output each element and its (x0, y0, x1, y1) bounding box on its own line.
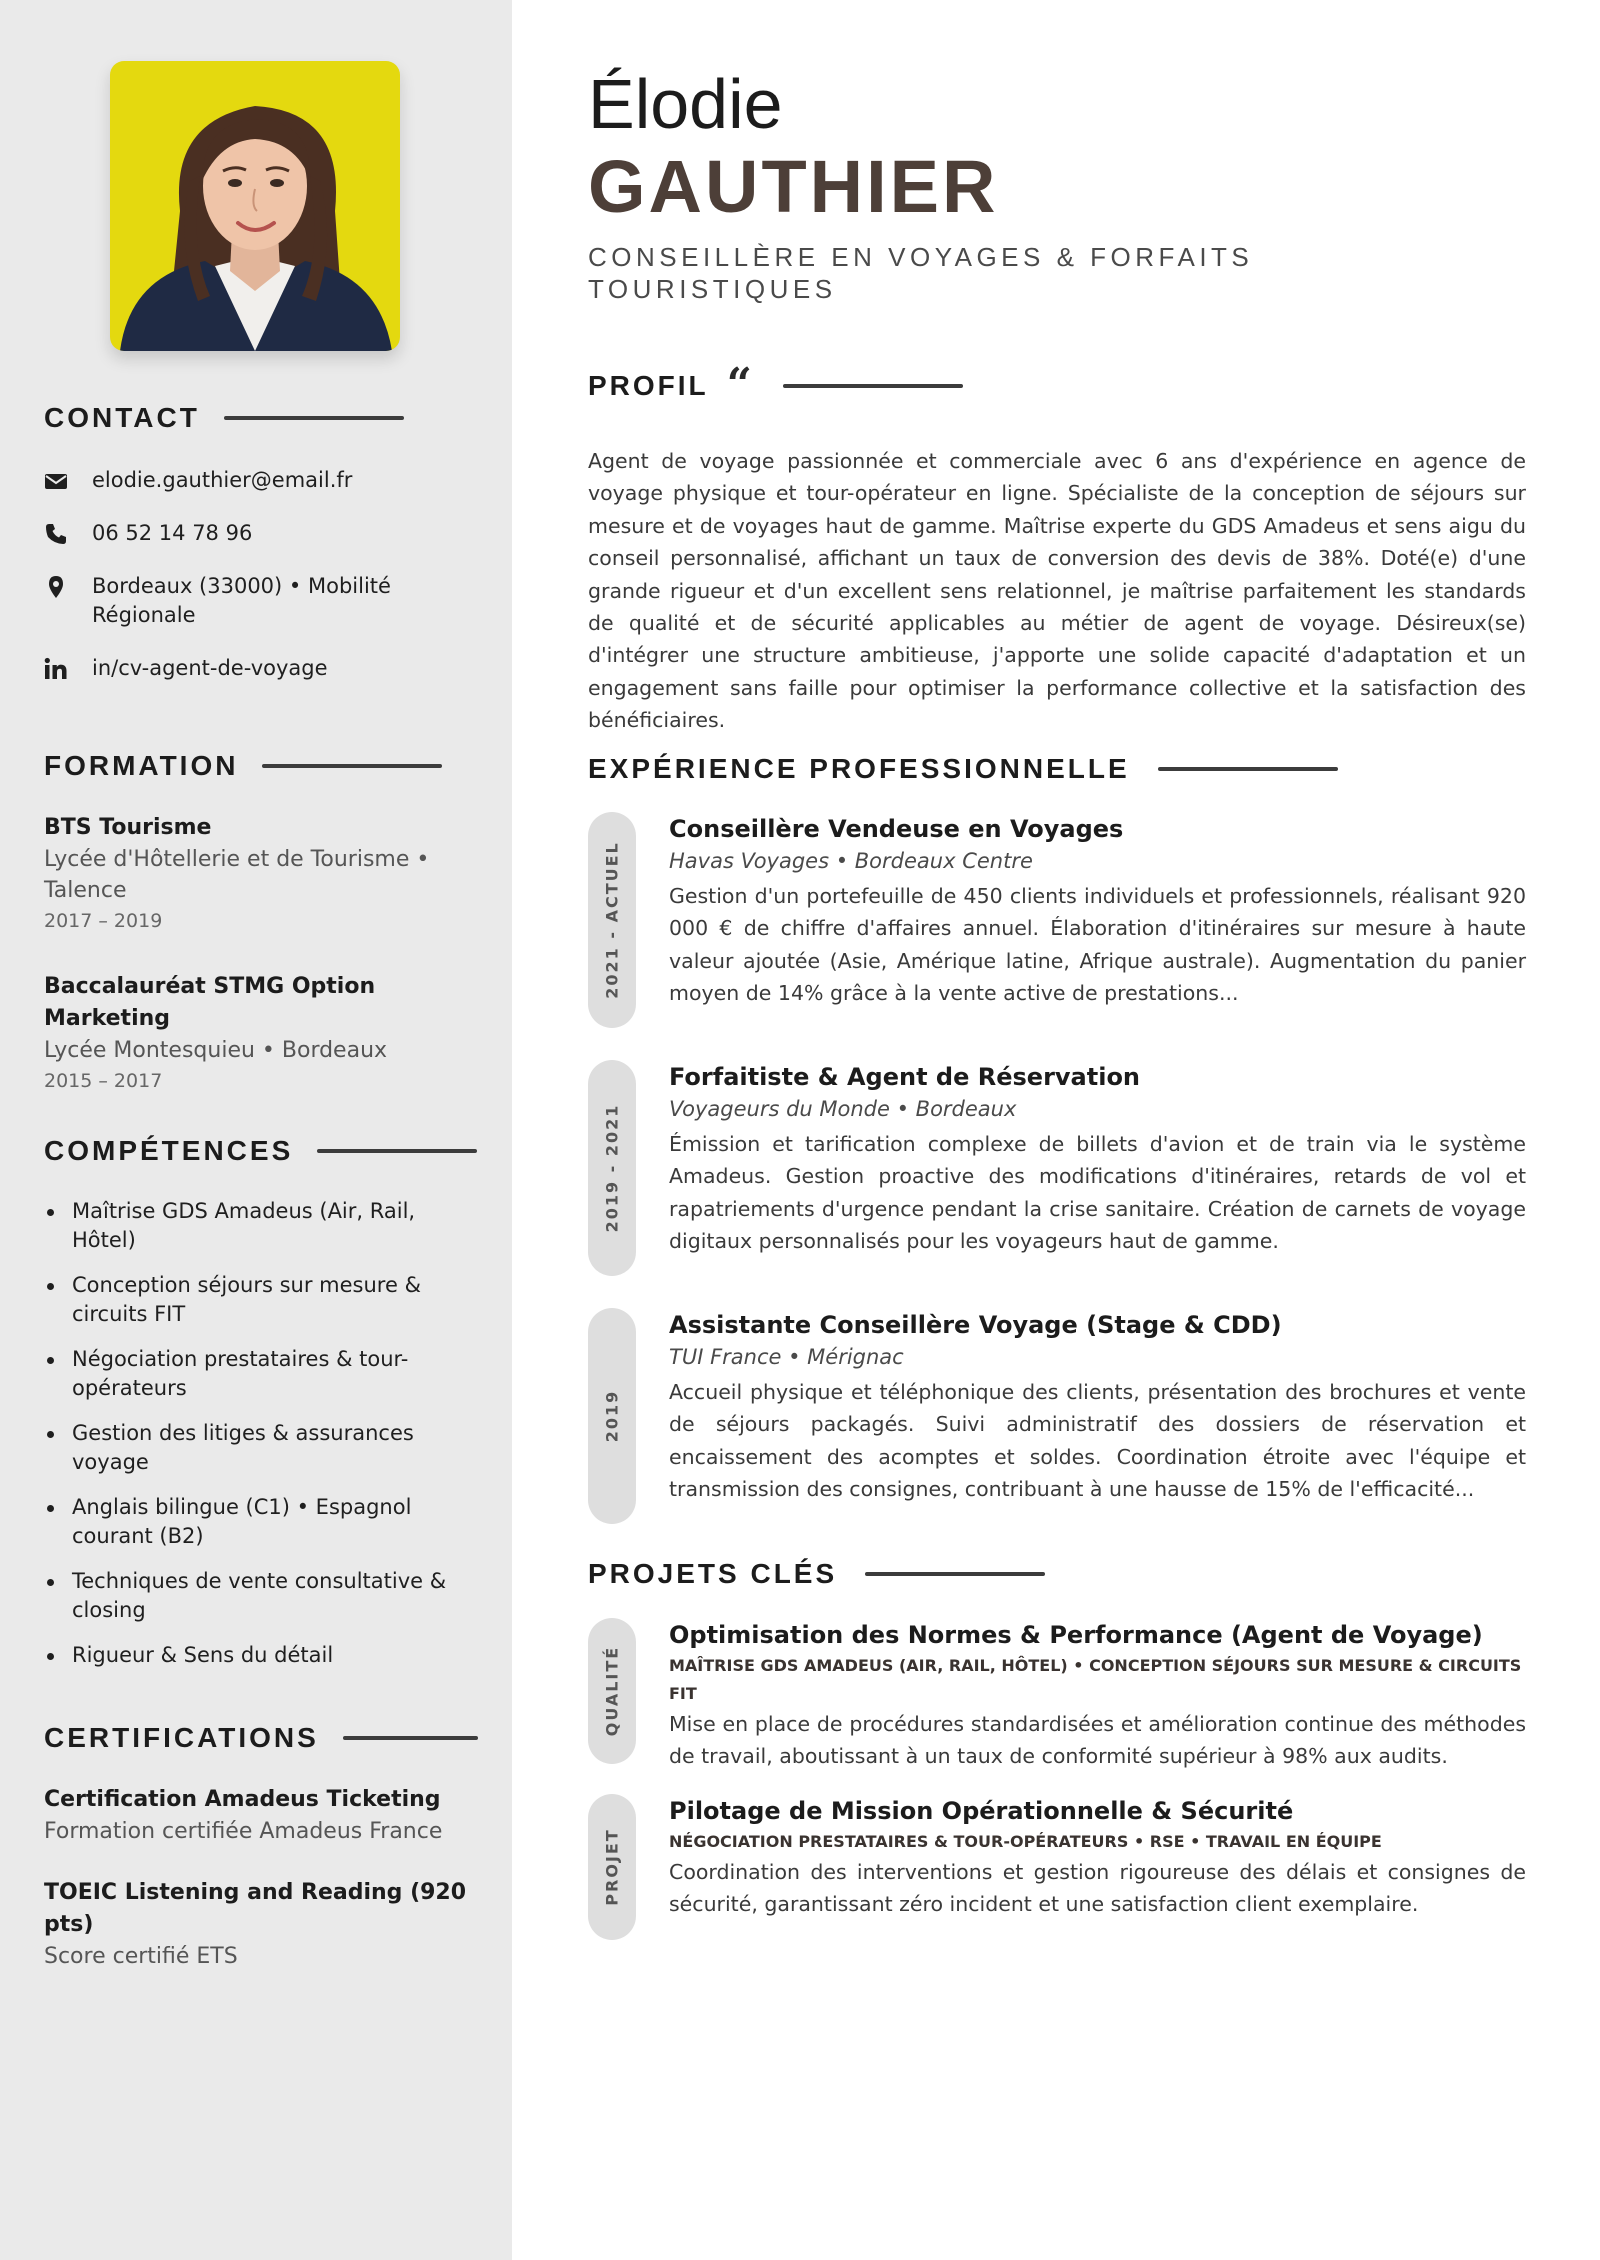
profile-summary: Agent de voyage passionnée et commerciale avec 6 ans d'expérience en agence de voyage physique et tour-opérateur en ligne. Spécialiste de la conception de séjours sur mesure et de voyages haut de gamme. Maîtrise experte du GDS Amadeus et sens aigu du conseil personnalisé, affichant un taux de conversion des devis de 38%. Doté(e) d'une grande rigueur et d'un excellent sens relationnel, je maîtrise parfaitement les standards de qualité et de sécurité applicables au métier de agent de voyage. Désireux(se) d'intégrer une structure ambitieuse, j'apporte une solide capacité d'adaptation et un engagement sans faille pour optimiser la performance collective et la satisfaction des bénéficiaires. (588, 449, 1526, 733)
skill-item: Conception séjours sur mesure & circuits FIT (44, 1271, 454, 1329)
project-item (588, 1794, 1526, 1940)
project-title: Optimisation des Normes & Performance (Agent de Voyage) (669, 1621, 1483, 1649)
experience-company: Voyageurs du Monde • Bordeaux (669, 1097, 1017, 1121)
certification-item (44, 1877, 484, 1972)
project-description: Mise en place de procédures standardisées et amélioration continue des méthodes de travail, aboutissant à un taux de conformité supérieur à 98% aux audits. (669, 1712, 1526, 1769)
contact-heading: CONTACT (44, 402, 484, 434)
certification-issuer: Score certifié ETS (44, 1944, 238, 1969)
phone-icon (44, 519, 68, 548)
sidebar (0, 0, 512, 2260)
project-skills: NÉGOCIATION PRESTATAIRES & TOUR-OPÉRATEURS • RSE • TRAVAIL EN ÉQUIPE (669, 1832, 1382, 1851)
skill-item: Gestion des litiges & assurances voyage (44, 1419, 454, 1477)
education-dates: 2015 – 2017 (44, 1070, 163, 1092)
contact-section (44, 402, 484, 707)
experience-item (588, 1060, 1526, 1276)
education-degree: Baccalauréat STMG Option Marketing (44, 974, 376, 1031)
certifications-section (44, 1722, 484, 2006)
education-school: Lycée Montesquieu • Bordeaux (44, 1038, 388, 1063)
education-school: Lycée d'Hôtellerie et de Tourisme • Talence (44, 847, 430, 903)
period-pill: 2021 - ACTUEL (588, 812, 636, 1028)
skill-item: Rigueur & Sens du détail (44, 1641, 454, 1670)
experience-description: Émission et tarification complexe de billets d'avion et de train via le système Amadeus. Gestion proactive des modifications d'itinéraires, retards de vol et rapatriements d'urgence pendant la crise sanitaire. Création de carnets de voyage digitaux personnalisés pour les voyageurs haut de gamme. (669, 1132, 1526, 1254)
contact-location: Bordeaux (33000) • Mobilité Régionale (44, 572, 484, 630)
skill-item: Négociation prestataires & tour-opérateurs (44, 1345, 454, 1403)
first-name: Élodie (588, 65, 783, 143)
certification-title: Certification Amadeus Ticketing (44, 1787, 441, 1812)
education-degree: BTS Tourisme (44, 815, 212, 840)
skills-section (44, 1135, 484, 1686)
experience-heading: EXPÉRIENCE PROFESSIONNELLE (588, 753, 1338, 785)
experience-description: Gestion d'un portefeuille de 450 clients individuels et professionnels, réalisant 920 000 € de chiffre d'affaires annuel. Élaboration d'itinéraires sur mesure à haute valeur ajoutée (Asie, Amérique latine, Afrique australe). Augmentation du panier moyen de 14% grâce à la vente active de prestations... (669, 884, 1526, 1006)
skills-list (44, 1197, 454, 1670)
experience-item (588, 812, 1526, 1028)
experience-title: Assistante Conseillère Voyage (Stage & CDD) (669, 1311, 1282, 1339)
project-tag-pill: PROJET (588, 1794, 636, 1940)
contact-list (44, 466, 484, 683)
certification-item (44, 1784, 484, 1847)
project-item (588, 1618, 1526, 1769)
education-item (44, 971, 484, 1097)
period-pill: 2019 (588, 1308, 636, 1524)
experience-item (588, 1308, 1526, 1524)
certifications-heading: CERTIFICATIONS (44, 1722, 484, 1754)
experience-company: TUI France • Mérignac (669, 1345, 904, 1369)
skill-item: Techniques de vente consultative & closing (44, 1567, 454, 1625)
formation-heading: FORMATION (44, 750, 484, 782)
experience-title: Forfaitiste & Agent de Réservation (669, 1063, 1141, 1091)
job-title: CONSEILLÈRE EN VOYAGES & FORFAITS TOURISTIQUES (588, 242, 1254, 304)
contact-linkedin[interactable]: in/cv-agent-de-voyage (44, 654, 484, 683)
project-title: Pilotage de Mission Opérationnelle & Sécurité (669, 1797, 1294, 1825)
projects-heading: PROJETS CLÉS (588, 1558, 1045, 1590)
formation-section (44, 750, 484, 1131)
skill-item: Maîtrise GDS Amadeus (Air, Rail, Hôtel) (44, 1197, 454, 1255)
skill-item: Anglais bilingue (C1) • Espagnol courant (B2) (44, 1493, 454, 1551)
education-dates: 2017 – 2019 (44, 910, 163, 932)
quote-icon: “ (726, 359, 755, 410)
period-pill: 2019 - 2021 (588, 1060, 636, 1276)
project-description: Coordination des interventions et gestion rigoureuse des délais et consignes de sécurité, garantissant zéro incident et une satisfaction client exemplaire. (669, 1860, 1526, 1917)
last-name: GAUTHIER (588, 145, 999, 228)
location-pin-icon (44, 572, 68, 601)
envelope-icon (44, 466, 68, 495)
experience-description: Accueil physique et téléphonique des clients, présentation des brochures et vente de séjours packagés. Suivi administratif des dossiers de réservation et encaissement des acomptes et soldes. Coordination étroite avec l'équipe et transmission des consignes, contribuant à une hausse de 15% de l'efficacité... (669, 1380, 1526, 1502)
profile-heading: PROFIL “ (588, 370, 963, 402)
profile-photo (110, 61, 400, 351)
project-skills: MAÎTRISE GDS AMADEUS (AIR, RAIL, HÔTEL) • CONCEPTION SÉJOURS SUR MESURE & CIRCUITS FIT (669, 1656, 1522, 1703)
contact-phone[interactable]: 06 52 14 78 96 (44, 519, 484, 548)
education-item (44, 812, 484, 937)
linkedin-icon (44, 654, 68, 683)
project-tag-pill: QUALITÉ (588, 1618, 636, 1764)
experience-company: Havas Voyages • Bordeaux Centre (669, 849, 1033, 873)
portrait-illustration (110, 61, 400, 351)
certification-title: TOEIC Listening and Reading (920 pts) (44, 1880, 467, 1937)
certification-issuer: Formation certifiée Amadeus France (44, 1819, 443, 1844)
skills-heading: COMPÉTENCES (44, 1135, 484, 1167)
contact-email[interactable]: elodie.gauthier@email.fr (44, 466, 484, 495)
experience-title: Conseillère Vendeuse en Voyages (669, 815, 1124, 843)
